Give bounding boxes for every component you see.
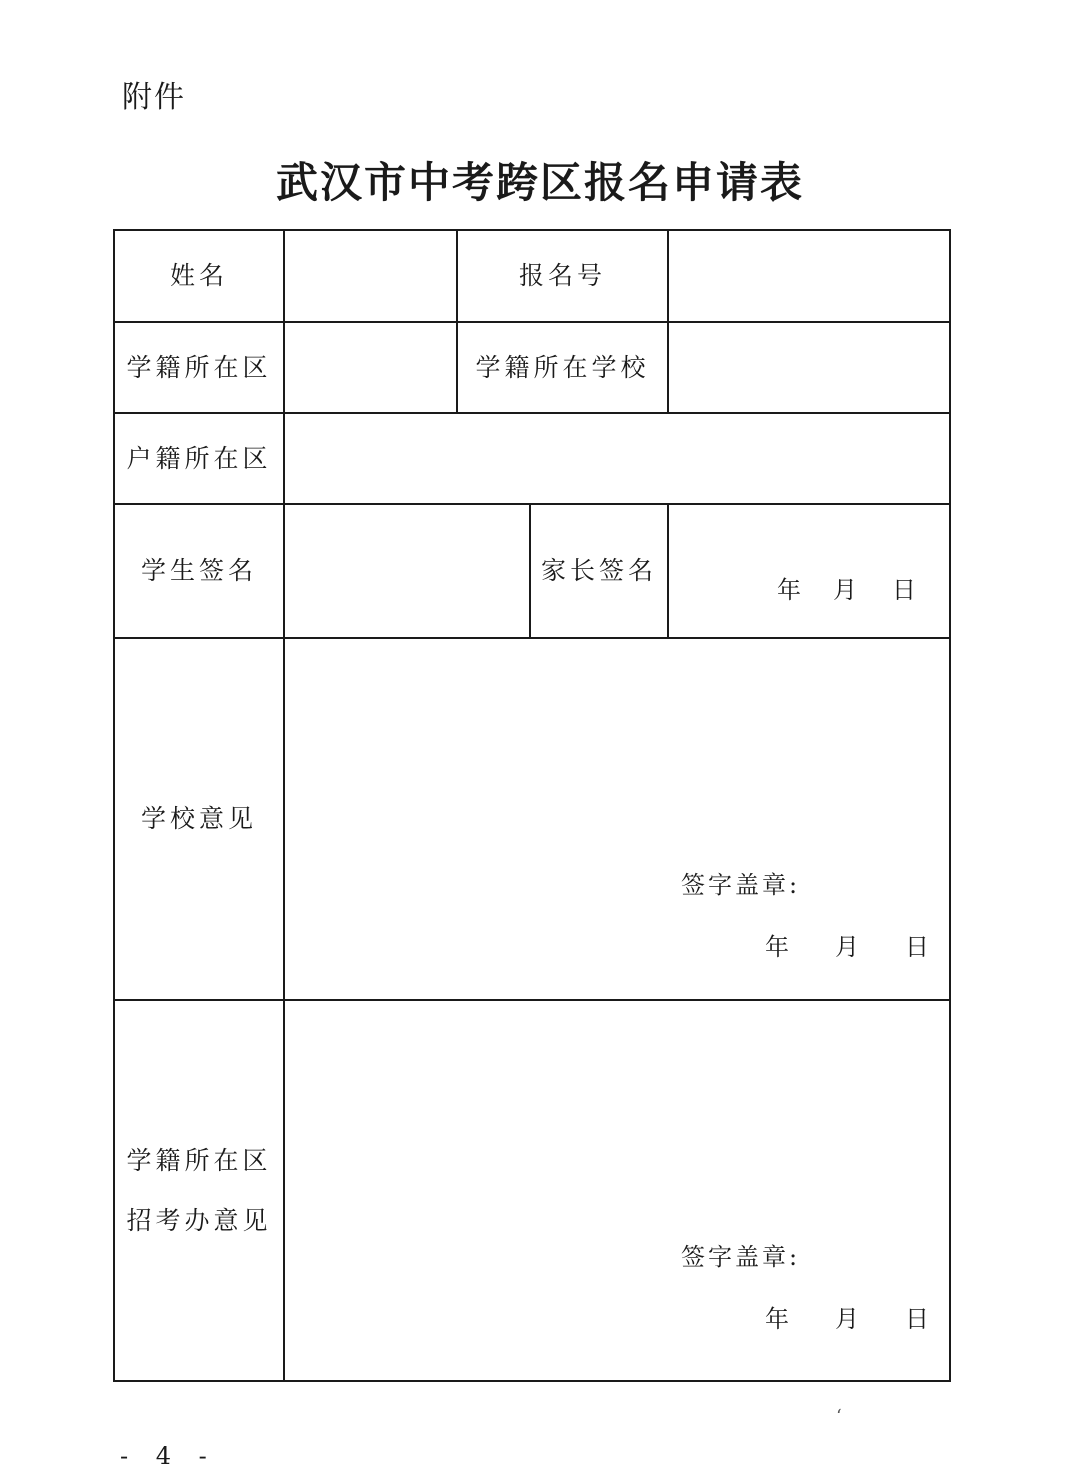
date-day: 日 xyxy=(905,933,929,961)
household-district-label-cell xyxy=(113,412,283,503)
school-field[interactable] xyxy=(667,321,951,412)
date-month: 月 xyxy=(835,933,859,961)
registration-number-label: 报名号 xyxy=(518,261,606,290)
school-district-field[interactable] xyxy=(283,321,456,412)
date-month: 月 xyxy=(835,1305,859,1333)
form-title: 武汉市中考跨区报名申请表 xyxy=(275,158,804,207)
office-signature-stamp-label: 签字盖章: xyxy=(681,1243,801,1271)
office-opinion-date xyxy=(765,1299,945,1333)
date-year: 年 xyxy=(765,1305,789,1333)
household-district-label: 户籍所在区 xyxy=(126,443,272,473)
date-day: 日 xyxy=(905,1305,929,1333)
school-label-cell xyxy=(456,321,667,412)
school-district-label: 学籍所在区 xyxy=(126,352,272,382)
school-signature-stamp-label: 签字盖章: xyxy=(681,871,801,899)
parent-signature-date xyxy=(777,570,937,604)
school-opinion-field[interactable] xyxy=(283,637,951,999)
date-day: 日 xyxy=(892,576,916,604)
household-district-field[interactable] xyxy=(283,412,951,503)
school-opinion-label: 学校意见 xyxy=(140,804,257,833)
school-opinion-label-cell xyxy=(113,637,283,999)
name-field[interactable] xyxy=(283,229,456,321)
page-number: - 4 - xyxy=(120,1442,217,1470)
student-signature-field[interactable] xyxy=(283,503,529,637)
school-opinion-date xyxy=(765,927,945,961)
parent-signature-label: 家长签名 xyxy=(540,556,657,585)
office-opinion-label-line2: 招考办意见 xyxy=(126,1205,272,1235)
name-label-cell xyxy=(113,229,283,321)
school-label: 学籍所在学校 xyxy=(475,352,650,382)
registration-number-field[interactable] xyxy=(667,229,951,321)
name-label: 姓名 xyxy=(169,261,228,290)
date-year: 年 xyxy=(765,933,789,961)
parent-signature-label-cell xyxy=(529,503,667,637)
date-year: 年 xyxy=(777,576,801,604)
parent-signature-field[interactable] xyxy=(667,503,951,637)
registration-number-label-cell xyxy=(456,229,667,321)
school-district-label-cell xyxy=(113,321,283,412)
student-signature-label-cell xyxy=(113,503,283,637)
attachment-label: 附件 xyxy=(122,80,186,115)
office-opinion-label-cell xyxy=(113,999,283,1382)
student-signature-label: 学生签名 xyxy=(140,556,257,585)
office-opinion-label-line1: 学籍所在区 xyxy=(126,1145,272,1175)
office-opinion-field[interactable] xyxy=(283,999,951,1382)
stray-mark: ʻ xyxy=(836,1406,842,1427)
date-month: 月 xyxy=(833,576,857,604)
application-form-table xyxy=(113,229,951,1382)
